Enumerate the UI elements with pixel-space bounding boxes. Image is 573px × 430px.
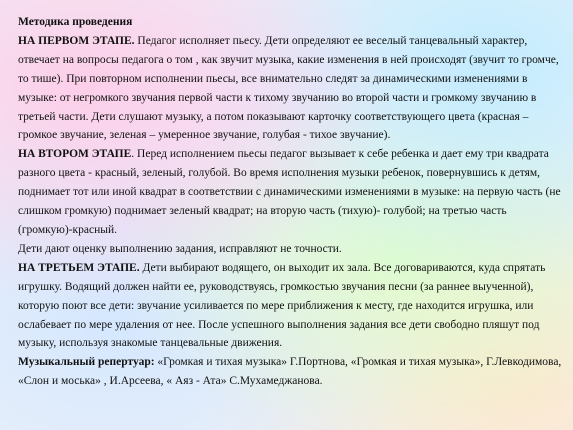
stage-1-text: Педагог исполняет пьесу. Дети определяют ее веселый танцевальный характер, отвечает на вопросы педагога о том , как звучит музыка, какие изменения в ней происходят (звучит то громче, то тише). При повторном исполнении пьесы, все внимательно следят за динамическими изменениями в музыке: от негромкого звучания первой части к тихому звучанию во второй части и громкому звучанию в третьей части. Дети слушают музыку, а потом показывают карточку соответствующего цвета (красная – громкое звучание, зеленая – умеренное звучание, голубая - тихое звучание). bbox=[18, 34, 559, 142]
stage-3-paragraph bbox=[18, 259, 563, 354]
document-body bbox=[18, 13, 563, 391]
stage-2-heading: НА ВТОРОМ ЭТАПЕ bbox=[18, 148, 132, 161]
stage-2-text: . Перед исполнением пьесы педагог вызывает к себе ребенка и дает ему три квадрата разного цвета - красный, зеленый, голубой. Во время исполнения музыки ребенок, повернувшись к детям, поднимает тот или иной квадрат в соответствии с динамическими изменениями в музыке: на первую часть (не слишком громкую) поднимает зеленый квадрат; на вторую часть (тихую)- голубой; на третью часть (громкую)-красный. bbox=[18, 148, 561, 236]
stage-3-heading: НА ТРЕТЬЕМ ЭТАПЕ. bbox=[18, 261, 140, 274]
stage-1-paragraph bbox=[18, 32, 563, 145]
stage-2-note: Дети дают оценку выполнению задания, исправляют не точности. bbox=[18, 242, 342, 255]
stage-2-paragraph bbox=[18, 145, 563, 240]
repertoire-text: «Громкая и тихая музыка» Г.Портнова, «Громкая и тихая музыка», Г.Левкодимова, «Слон и моська» , И.Арсеева, « Аяз - Ата» С.Мухамеджанова. bbox=[18, 356, 562, 388]
repertoire-paragraph bbox=[18, 353, 563, 391]
repertoire-heading: Музыкальный репертуар: bbox=[18, 356, 155, 369]
stage-1-heading: НА ПЕРВОМ ЭТАПЕ. bbox=[18, 34, 135, 47]
stage-3-text: Дети выбирают водящего, он выходит их зала. Все договариваются, куда спрятать игрушку. Водящий должен найти ее, руководствуясь, громкостью звучания песни (за раннее выученной), которую поют все дети: звучание усиливается по мере приближения к месту, где находится игрушка, или ослабевает по мере удаления от нее. После успешного выполнения задания все дети свободно пляшут под музыку, используя знакомые танцевальные движения. bbox=[18, 261, 546, 350]
document-title: Методика проведения bbox=[18, 16, 133, 28]
